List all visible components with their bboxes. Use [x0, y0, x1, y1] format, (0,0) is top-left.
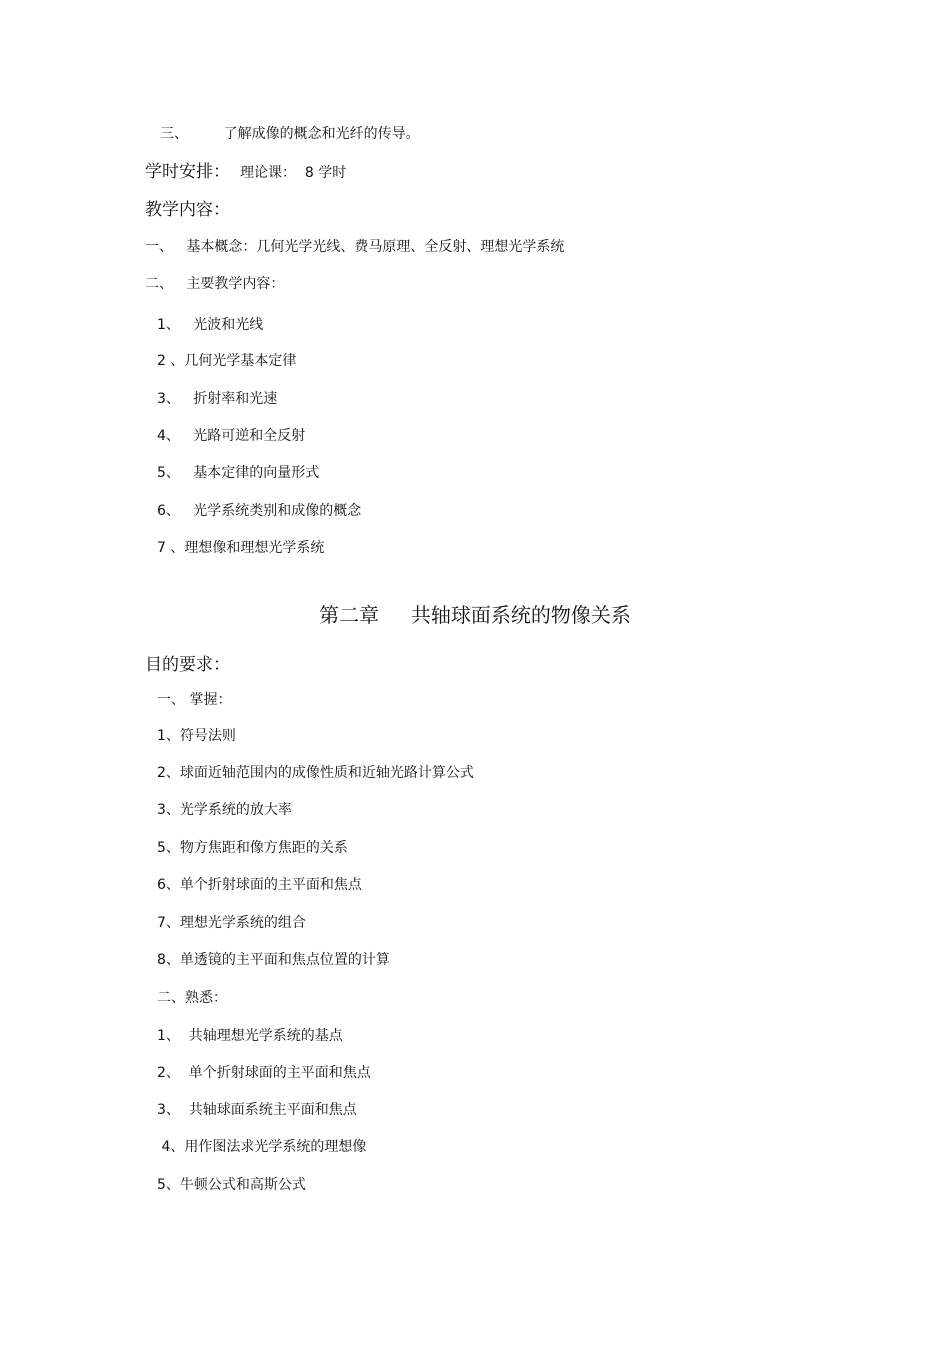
list-item: 1、 光波和光线 [157, 317, 264, 333]
master-heading: 一、 掌握： [157, 692, 232, 708]
list-item: 7、理想光学系统的组合 [157, 915, 306, 931]
objectives-heading: 目的要求： [145, 655, 230, 675]
chapter-title: 第二章 共轴球面系统的物像关系 [319, 603, 631, 627]
list-item: 8、单透镜的主平面和焦点位置的计算 [157, 952, 390, 968]
list-item: 3、 折射率和光速 [157, 391, 278, 407]
list-item: 6、单个折射球面的主平面和焦点 [157, 877, 362, 893]
list-item: 5、 基本定律的向量形式 [157, 465, 320, 481]
list-item: 6、 光学系统类别和成像的概念 [157, 503, 362, 519]
list-item: 1、符号法则 [157, 728, 236, 744]
basic-concepts: 一、 基本概念：几何光学光线、费马原理、全反射、理想光学系统 [145, 239, 565, 255]
list-item: 2、 单个折射球面的主平面和焦点 [157, 1065, 371, 1081]
content-heading: 教学内容： [145, 200, 230, 220]
list-item: 7 、理想像和理想光学系统 [157, 540, 325, 556]
schedule-value: 理论课： 8 学时 [240, 165, 347, 181]
list-item: 5、牛顿公式和高斯公式 [157, 1177, 306, 1193]
list-item: 4、 光路可逆和全反射 [157, 428, 306, 444]
list-item: 5、物方焦距和像方焦距的关系 [157, 840, 348, 856]
main-content-heading: 二、 主要教学内容： [145, 276, 285, 292]
list-item: 4、用作图法求光学系统的理想像 [157, 1139, 367, 1155]
list-item: 3、光学系统的放大率 [157, 802, 292, 818]
list-item: 2 、几何光学基本定律 [157, 353, 297, 369]
list-item: 2、球面近轴范围内的成像性质和近轴光路计算公式 [157, 765, 474, 781]
familiar-heading: 二、熟悉： [157, 990, 227, 1006]
list-item: 1、 共轴理想光学系统的基点 [157, 1028, 343, 1044]
schedule-label: 学时安排： [145, 162, 230, 182]
goal-item-3: 三、 了解成像的概念和光纤的传导。 [160, 126, 420, 142]
list-item: 3、 共轴球面系统主平面和焦点 [157, 1102, 357, 1118]
